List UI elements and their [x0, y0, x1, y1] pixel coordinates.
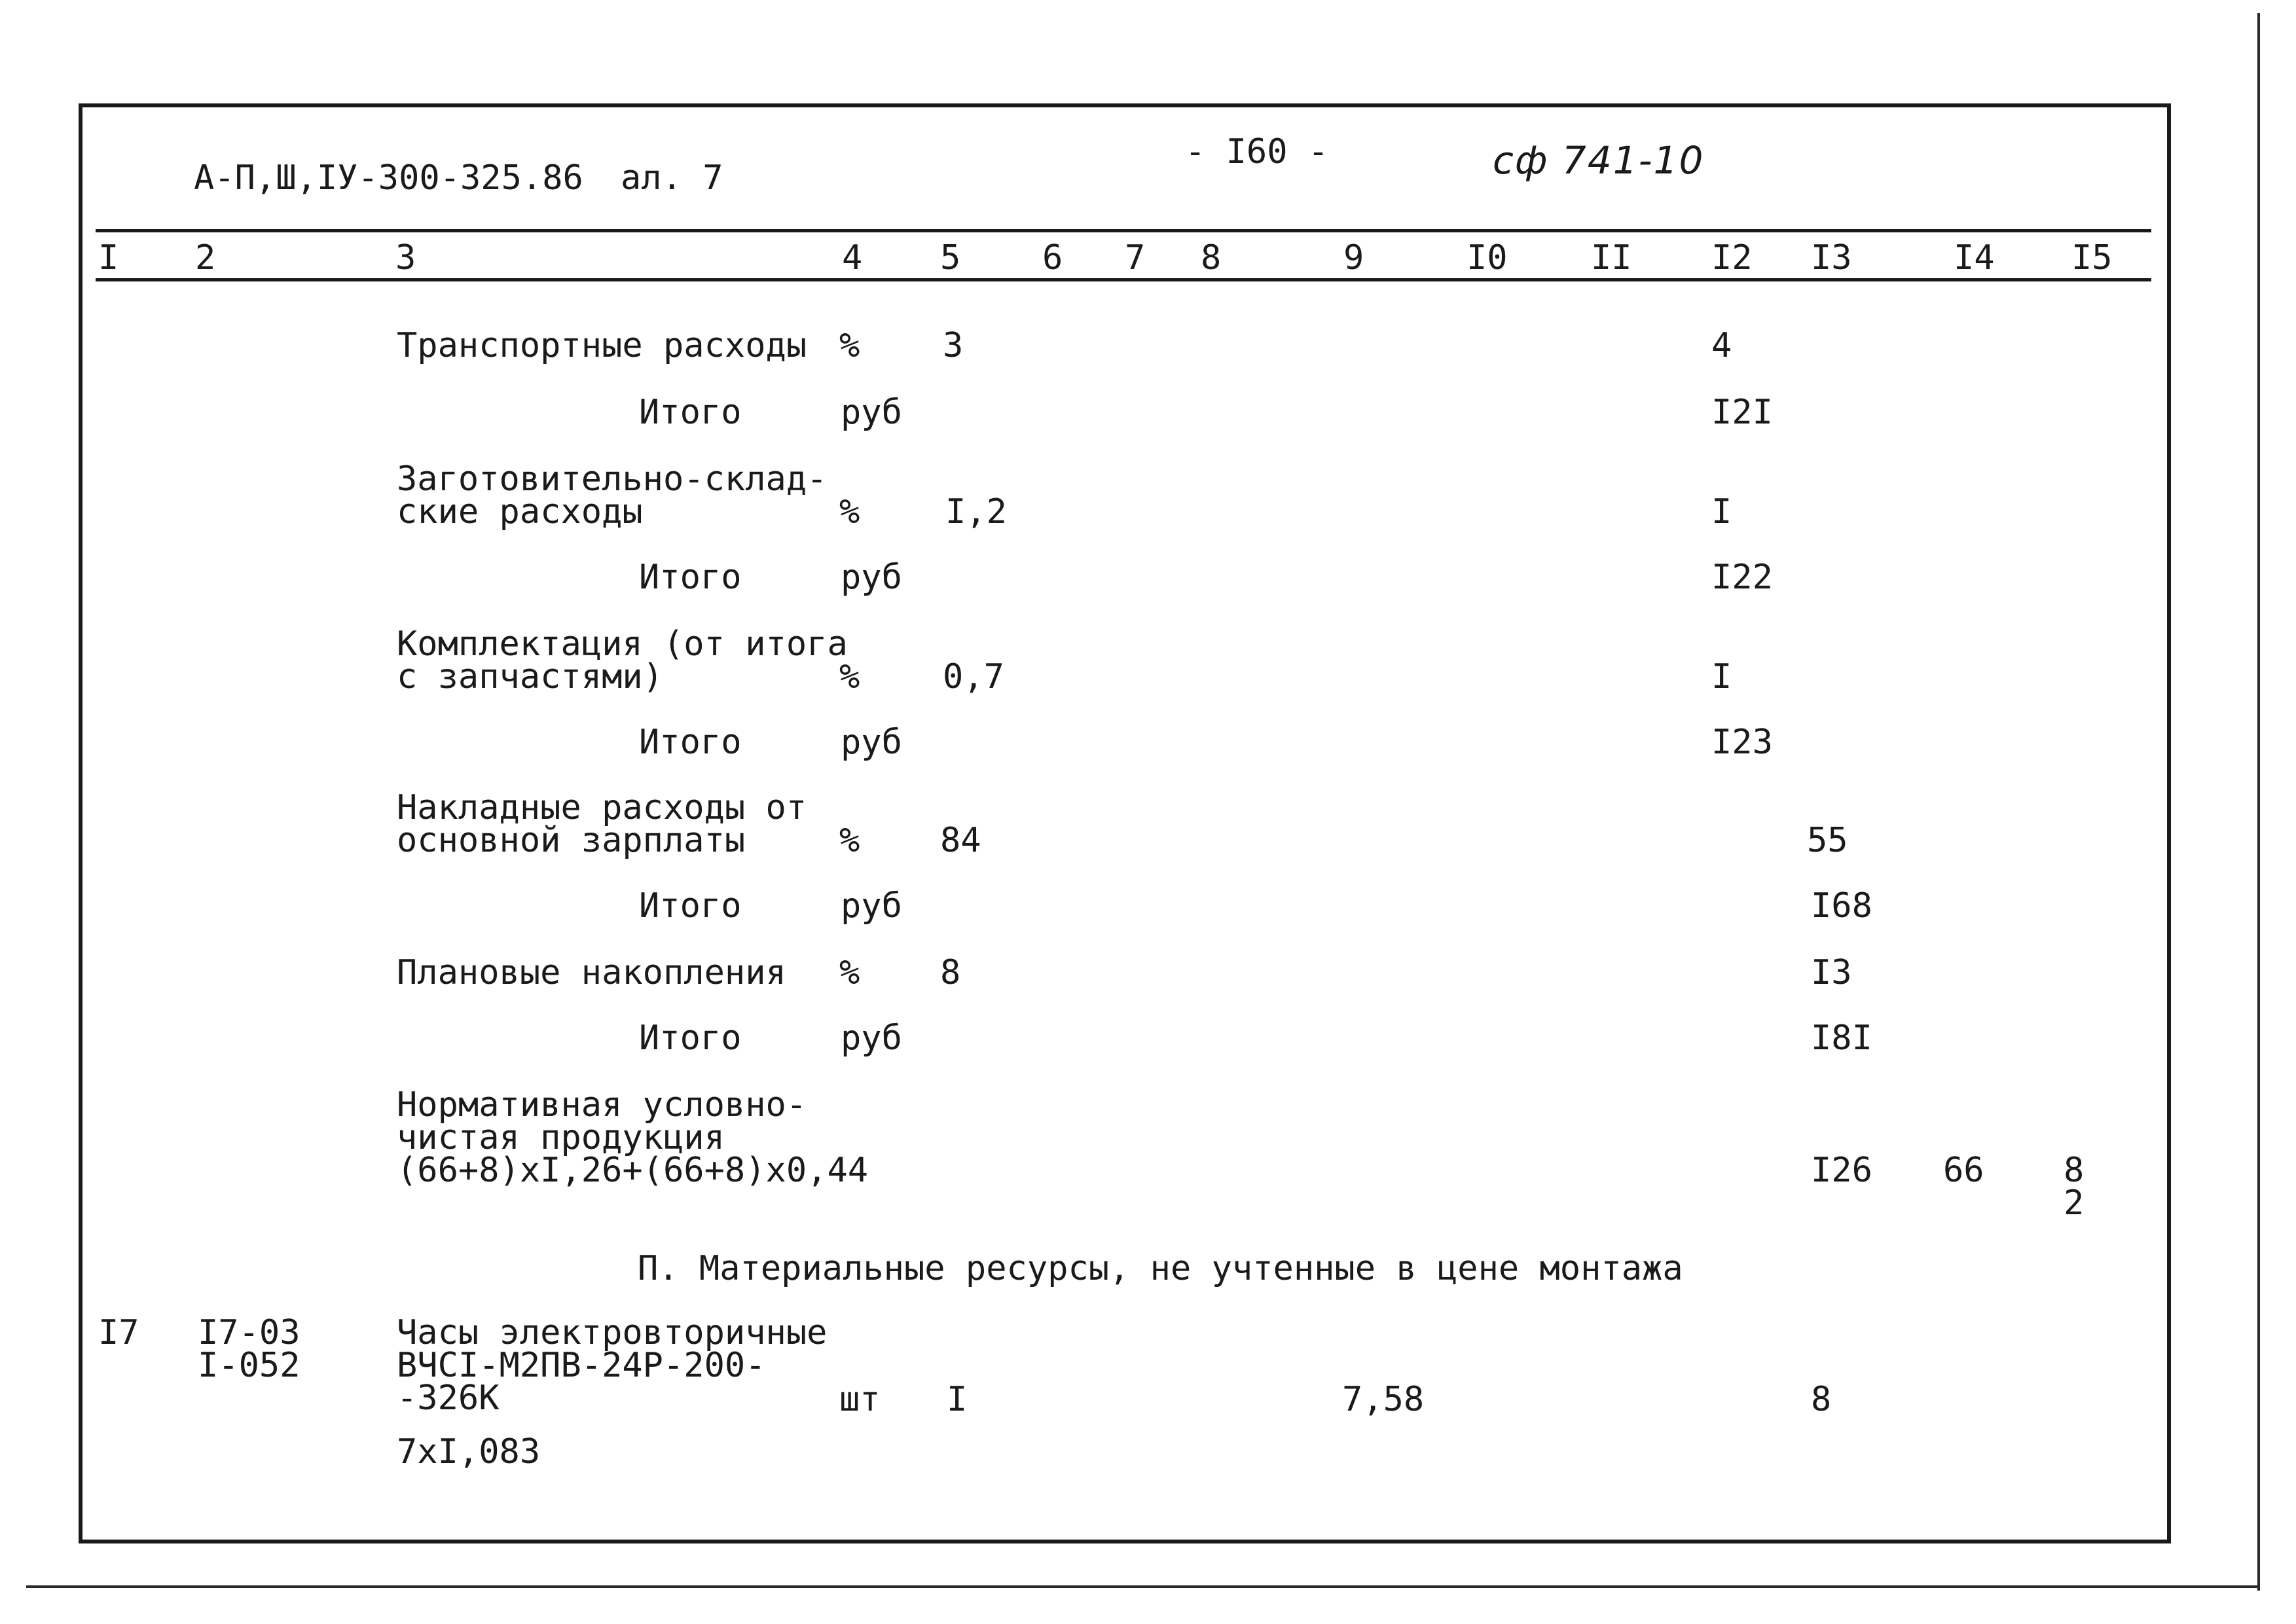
col-header-3: 3 — [395, 238, 416, 278]
savings-label: Плановые накопления — [397, 953, 786, 992]
item17-label-line2: ВЧСI-М2ПВ-24Р-200- — [397, 1346, 766, 1385]
net-product-col14: 66 — [1943, 1151, 1984, 1190]
storage-label-line1: Заготовительно-склад- — [397, 460, 828, 499]
net-product-col13: I26 — [1811, 1151, 1872, 1190]
net-product-label-line1: Нормативная условно- — [397, 1085, 807, 1125]
section-title: П. Материальные ресурсы, не учтенные в цене монтажа — [638, 1249, 1683, 1288]
kit-col12: I — [1711, 657, 1732, 696]
transport-total-unit: руб — [841, 393, 902, 432]
col-header-7: 7 — [1125, 238, 1146, 278]
kit-col5: 0,7 — [943, 657, 1004, 696]
savings-unit: % — [839, 953, 860, 992]
item17-col2-line2: I-052 — [198, 1346, 301, 1385]
overhead-total-label: Итого — [639, 886, 742, 926]
overhead-label-line1: Накладные расходы от — [397, 788, 807, 827]
savings-total-label: Итого — [639, 1019, 742, 1058]
storage-col12: I — [1711, 492, 1732, 532]
overhead-col5: 84 — [940, 821, 981, 860]
kit-unit: % — [839, 657, 860, 696]
col-header-14: I4 — [1954, 238, 1995, 278]
storage-col5: I,2 — [945, 492, 1007, 532]
col-header-12: I2 — [1711, 238, 1753, 278]
col-header-2: 2 — [195, 238, 216, 278]
col-header-11: II — [1591, 238, 1632, 278]
storage-total-col12: I22 — [1711, 558, 1773, 597]
kit-label-line1: Комплектация (от итога — [397, 624, 848, 664]
storage-unit: % — [839, 492, 860, 532]
overhead-unit: % — [839, 821, 860, 860]
page-frame — [79, 103, 2171, 1543]
col-header-9: 9 — [1343, 238, 1364, 278]
header-rule-top — [96, 229, 2151, 232]
item17-unit: шт — [839, 1380, 881, 1419]
net-product-col15-top: 8 — [2064, 1151, 2085, 1190]
col-header-15: I5 — [2071, 238, 2113, 278]
sheet-number: ал. 7 — [621, 158, 723, 198]
item17-col5: I — [947, 1380, 968, 1419]
net-product-label-line2: чистая продукция — [397, 1118, 725, 1157]
item17-formula: 7xI,083 — [397, 1432, 541, 1471]
storage-total-label: Итого — [639, 558, 742, 597]
col-header-10: I0 — [1467, 238, 1508, 278]
col-header-8: 8 — [1201, 238, 1222, 278]
sheet-edge-right — [2257, 13, 2260, 1591]
overhead-label-line2: основной зарплаты — [397, 821, 746, 860]
storage-label-line2: ские расходы — [397, 492, 643, 532]
item17-label-line1: Часы электровторичные — [397, 1313, 828, 1352]
savings-col5: 8 — [940, 953, 961, 992]
item17-col2-line1: I7-03 — [198, 1313, 301, 1352]
transport-total-col12: I2I — [1711, 393, 1773, 432]
col-header-5: 5 — [940, 238, 961, 278]
kit-total-unit: руб — [841, 723, 902, 762]
handwritten-stamp: сф 741-10 — [1493, 138, 1705, 183]
transport-label: Транспортные расходы — [397, 326, 807, 365]
kit-total-label: Итого — [639, 723, 742, 762]
savings-total-col13: I8I — [1811, 1019, 1872, 1058]
col-header-4: 4 — [842, 238, 863, 278]
net-product-formula: (66+8)xI,26+(66+8)x0,44 — [397, 1151, 869, 1190]
storage-total-unit: руб — [841, 558, 902, 597]
header-rule-bottom — [96, 278, 2151, 281]
transport-col12: 4 — [1711, 326, 1732, 365]
kit-label-line2: с запчастями) — [397, 657, 663, 696]
transport-total-label: Итого — [639, 393, 742, 432]
item17-col9: 7,58 — [1342, 1380, 1425, 1419]
overhead-total-unit: руб — [841, 886, 902, 926]
col-header-13: I3 — [1811, 238, 1852, 278]
overhead-col13: 55 — [1807, 821, 1848, 860]
page-number: - I60 - — [1185, 132, 1329, 171]
item17-col13: 8 — [1811, 1380, 1832, 1419]
net-product-col15-bottom: 2 — [2064, 1183, 2085, 1223]
item17-col1: I7 — [98, 1313, 139, 1352]
kit-total-col12: I23 — [1711, 723, 1773, 762]
overhead-total-col13: I68 — [1811, 886, 1872, 926]
transport-col5: 3 — [943, 326, 964, 365]
col-header-1: I — [98, 238, 119, 278]
doc-code: А-П,Ш,IУ-300-325.86 — [194, 158, 583, 198]
savings-total-unit: руб — [841, 1019, 902, 1058]
savings-col13: I3 — [1811, 953, 1852, 992]
item17-label-line3: -326К — [397, 1379, 500, 1418]
sheet-edge-bottom — [26, 1585, 2259, 1588]
transport-unit: % — [839, 326, 860, 365]
col-header-6: 6 — [1042, 238, 1063, 278]
